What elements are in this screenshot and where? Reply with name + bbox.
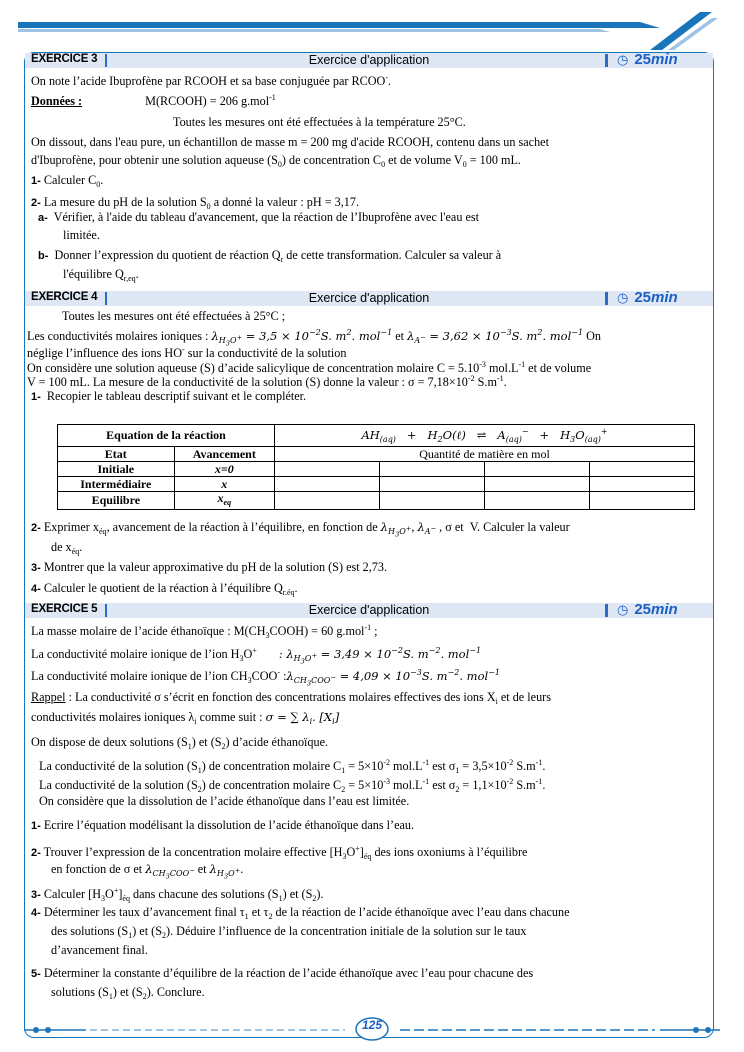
ex5-question-5-cont: solutions $(S_1)$ et $(S_2)$. Conclure. (51, 985, 205, 1001)
ex3-question-2a-cont: limitée. (63, 228, 100, 242)
ex4-question-4: 4- Calculer le quotient de la réaction à l’équilibre $Q_{r.éq}$. (31, 581, 298, 597)
ex5-line: On considère que la dissolution de l’acide éthanoïque dans l’eau est limitée. (39, 794, 410, 808)
table-row: Equilibre $x_{eq}$ (58, 492, 695, 510)
page-number: 125 (361, 1018, 383, 1032)
duration: ◷ 25min (617, 289, 678, 306)
ex5-line: La conductivité de la solution $(S_1)$ de concentration molaire $C_1 = 5\times 10^{-2}$ $mol.L^{-1}$ est $\sigma_1 = 3,5\times 10^{-2}$ $S.m^{-1}$. (39, 758, 546, 775)
exercise-4-header (25, 291, 713, 306)
col-advancement: Avancement (174, 447, 274, 462)
ex3-question-2b: b- Donner l’expression du quotient de réaction $Q_r$ de cette transformation. Calculer sa valeur à (38, 248, 502, 264)
ex5-question-3: 3- Calculer $[H_3O^+]_{éq}$ dans chacune des solutions $(S_1)$ et $(S_2)$. (31, 886, 324, 903)
ex4-question-2: 2- Exprimer $x_{éq}$, avancement de la réaction à l’équilibre, en fonction de $\lambda_{H_3O^+}$, $\lambda_{A^-}$ , σ et V. Calculer la valeur (31, 520, 570, 539)
duration: ◷ 25min (617, 51, 678, 68)
equation-label: Equation de la réaction (58, 425, 275, 447)
reaction-equation: $AH_{(aq)}$ + $H_2O(\ell)$ ⇌ $A_{(aq)}^- + H_3O_{(aq)}^+$ (275, 425, 695, 447)
clock-icon: ◷ (617, 52, 629, 67)
col-quantity: Quantité de matière en mol (275, 447, 695, 462)
clock-icon: ◷ (617, 290, 629, 305)
exercise-title: Exercice d'application (308, 53, 430, 67)
ex4-question-3: 3- Montrer que la valeur approximative du pH de la solution (S) est 2,73. (31, 560, 388, 574)
ex5-question-2-cont: en fonction de σ et $\lambda_{CH_3COO^-}$ et $\lambda_{H_3O^+}$. (51, 862, 244, 881)
advancement-table (57, 424, 695, 510)
ex4-line: Toutes les mesures ont été effectuées à 25°C ; (62, 309, 286, 323)
ex5-question-4-cont: d’avancement final. (51, 943, 148, 957)
ex5-line: La conductivité molaire ionique de l’ion $H_3O^+$ : $\lambda_{H_3O^+} = 3,49 \times 10^{-2}S$. $m^{-2}$. mol$^{-1}$ (31, 646, 482, 666)
exercise-label: EXERCICE 5 (31, 603, 98, 615)
exercise-label: EXERCICE 4 (31, 291, 98, 303)
ex5-line: On dispose de deux solutions $(S_1)$ et $(S_2)$ d’acide éthanoïque. (31, 735, 329, 751)
table-row: Intermédiaire x (58, 477, 695, 492)
ex3-question-2a: a- Vérifier, à l'aide du tableau d'avancement, que la réaction de l’Ibuprofène avec l'eau est (38, 210, 479, 224)
duration: ◷ 25min (617, 601, 678, 618)
ex4-line: Les conductivités molaires ioniques : $\lambda_{H_3O^+} = 3,5 \times 10^{-2}S$. $m^2$. mol$^{-1}$ et $\lambda_{A^-} = 3,62 \times 10^{-3}S$. $m^2$. mol$^{-1}$ On (27, 328, 602, 348)
ex3-question-2b-cont: l'équilibre $Q_{r,eq}$. (63, 267, 139, 283)
ex5-question-2: 2- Trouver l’expression de la concentration molaire effective $[H_3O^+]_{éq}$ des ions oxoniums à l’équilibre (31, 844, 528, 861)
ex3-line: On note l’acide Ibuprofène par RCOOH et sa base conjuguée par RCOO-. (31, 73, 392, 88)
ex4-line: néglige l’influence des ions HO- sur la conductivité de la solution (27, 345, 347, 360)
col-state: Etat (58, 447, 175, 462)
ex5-line: La masse molaire de l’acide éthanoïque : $M(CH_3COOH) = 60$ g.mol$^{-1}$ ; (31, 623, 378, 640)
ex3-question-1: 1- Calculer $C_0$. (31, 173, 104, 189)
ex5-line: La conductivité de la solution $(S_2)$ de concentration molaire $C_2 = 5\times 10^{-3}$ $mol.L^{-1}$ est $\sigma_2 = 1,1\times 10^{-2}$ $S.m^{-1}$. (39, 777, 546, 794)
exercise-title: Exercice d'application (308, 291, 430, 305)
ex5-line: conductivités molaires ioniques $\lambda_i$ comme suit : σ = ∑ $\lambda_i$. $[X_i]$ (31, 710, 340, 726)
ex3-data-line: Données : M(RCOOH) = 206 g.mol$^{-1}$ (31, 93, 276, 108)
ex4-question-2-cont: de $x_{éq}$. (51, 540, 83, 556)
clock-icon: ◷ (617, 602, 629, 617)
ex5-question-5: 5- Déterminer la constante d’équilibre de la réaction de l’acide éthanoïque avec l’eau pour chacune des (31, 966, 534, 980)
exercise-label: EXERCICE 3 (31, 53, 98, 65)
table-row: Initiale x=0 (58, 462, 695, 477)
exercise-title: Exercice d'application (308, 603, 430, 617)
ex5-question-4-cont: des solutions $(S_1)$ et $(S_2)$. Déduire l’influence de la concentration initiale de la solution sur le taux (51, 924, 527, 940)
exercise-3-header (25, 53, 713, 68)
ex5-line: La conductivité molaire ionique de l’ion $CH_3COO^-$ $:\lambda_{CH_3COO^-} = 4,09 \times 10^{-3}S$. $m^{-2}$. mol$^{-1}$ (31, 668, 500, 688)
ex4-question-1: 1- Recopier le tableau descriptif suivant et le compléter. (31, 389, 307, 403)
ex5-question-1: 1- Ecrire l’équation modélisant la dissolution de l’acide éthanoïque dans l’eau. (31, 818, 415, 832)
exercise-5-header (25, 603, 713, 618)
ex4-line: On considère une solution aqueuse (S) d’acide salicylique de concentration molaire $C = 5.10^{-3}$ $mol.L^{-1}$ et de volume (27, 360, 592, 375)
ex5-line: Rappel : La conductivité σ s’écrit en fonction des concentrations molaires effectives des ions $X_i$ et de leurs (31, 690, 551, 706)
ex3-line: d'Ibuprofène, pour obtenir une solution aqueuse $(S_0)$ de concentration $C_0$ et de volume $V_0 = 100$ mL. (31, 153, 521, 169)
ex3-temp: Toutes les mesures ont été effectuées à la température 25°C. (173, 115, 466, 129)
ex5-question-4: 4- Déterminer les taux d’avancement final $\tau_1$ et $\tau_2$ de la réaction de l’acide éthanoïque avec l’eau dans chacune (31, 905, 570, 921)
ex3-question-2: 2- La mesure du pH de la solution $S_0$ a donné la valeur : pH = 3,17. (31, 195, 359, 211)
ex3-line: On dissout, dans l'eau pure, un échantillon de masse m = 200 mg d'acide RCOOH, contenu dans un sachet (31, 135, 549, 149)
ex4-line: V = 100 mL. La mesure de la conductivité de la solution (S) donne la valeur : $\sigma = 7,18\times 10^{-2}$ $S.m^{-1}$. (27, 374, 507, 389)
